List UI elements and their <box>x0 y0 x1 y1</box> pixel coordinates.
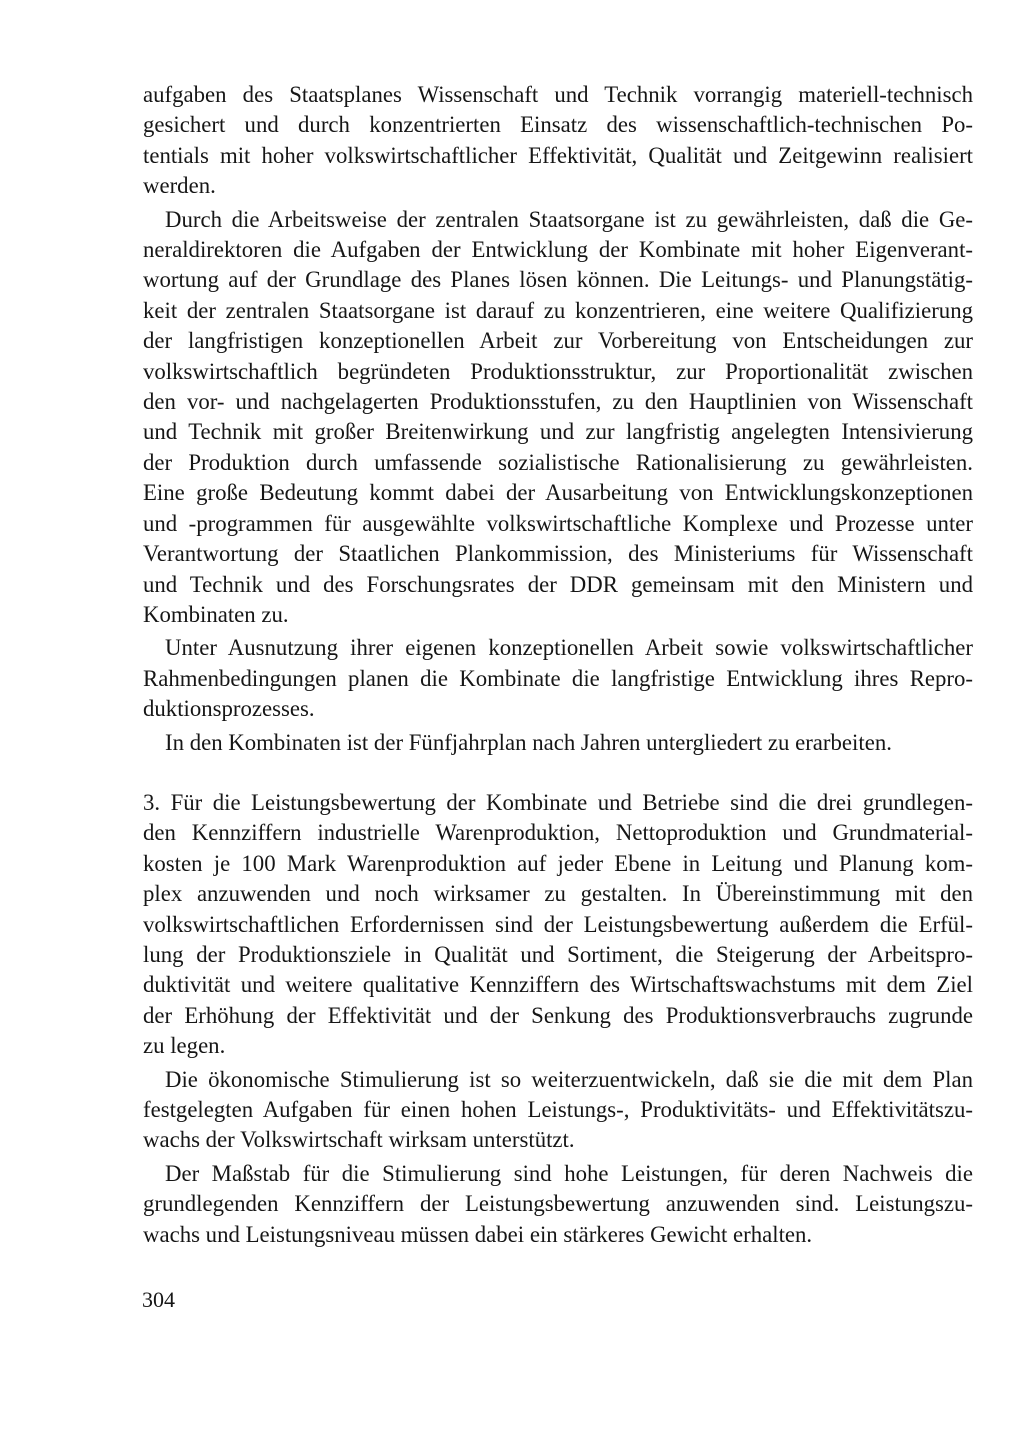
text-line: und Technik und des Forschungsrates der DDR gemeinsam mit den Ministern und <box>143 571 973 597</box>
paragraph <box>143 205 973 631</box>
text-line: gesichert und durch konzentrierten Einsatz des wissenschaftlich-technischen Po- <box>143 112 973 138</box>
text-line: den Kennziffern industrielle Warenproduktion, Nettoproduktion und Grundmaterial- <box>143 820 973 846</box>
text-line: lung der Produktionsziele in Qualität und Sortiment, die Steigerung der Arbeitspro- <box>143 941 973 967</box>
text-line: duktionsprozesses. <box>143 696 315 722</box>
text-line: 3. Für die Leistungsbewertung der Kombinate und Betriebe sind die drei grundlegen- <box>143 789 973 815</box>
text-line: plex anzuwenden und noch wirksamer zu gestalten. In Übereinstimmung mit den <box>143 881 973 907</box>
text-line: und -programmen für ausgewählte volkswirtschaftliche Komplexe und Prozesse unter <box>143 510 973 536</box>
paragraph <box>143 633 973 724</box>
text-line: Rahmenbedingungen planen die Kombinate die langfristige Entwicklung ihres Repro- <box>143 665 973 691</box>
numbered-section <box>143 788 973 1062</box>
text-line: Kombinaten zu. <box>143 601 289 627</box>
text-line: Eine große Bedeutung kommt dabei der Ausarbeitung von Entwicklungskonzeptionen <box>143 480 973 506</box>
text-line: Die ökonomische Stimulierung ist so weiterzuentwickeln, daß sie die mit dem Plan <box>165 1066 973 1092</box>
text-line: grundlegenden Kennziffern der Leistungsbewertung anzuwenden sind. Leistungszu- <box>143 1191 973 1217</box>
text-line: wortung auf der Grundlage des Planes lösen können. Die Leitungs- und Planungstätig- <box>143 267 973 293</box>
text-line: kosten je 100 Mark Warenproduktion auf jeder Ebene in Leitung und Planung kom- <box>143 850 973 876</box>
text-line: den vor- und nachgelagerten Produktionsstufen, zu den Hauptlinien von Wissenschaft <box>143 389 973 415</box>
text-line: wachs und Leistungsniveau müssen dabei ein stärkeres Gewicht erhalten. <box>143 1221 813 1247</box>
text-line: tentials mit hoher volkswirtschaftlicher Effektivität, Qualität und Zeitgewinn realisiert <box>143 142 973 168</box>
text-line: und Technik mit großer Breitenwirkung und zur langfristig angelegten Intensivierung <box>143 419 973 445</box>
text-line: zu legen. <box>143 1033 226 1059</box>
text-line: aufgaben des Staatsplanes Wissenschaft und Technik vorrangig materiell-technisch <box>143 82 973 107</box>
text-line: werden. <box>143 173 216 199</box>
paragraph <box>143 1065 973 1156</box>
text-line: Unter Ausnutzung ihrer eigenen konzeptionellen Arbeit sowie volkswirtschaftlicher <box>165 635 973 661</box>
text-line: Verantwortung der Staatlichen Plankommission, des Ministeriums für Wissenschaft <box>143 541 973 567</box>
page-number: 304 <box>142 1287 175 1312</box>
text-line: wachs der Volkswirtschaft wirksam unterstützt. <box>143 1127 575 1153</box>
text-line: der langfristigen konzeptionellen Arbeit zur Vorbereitung von Entscheidungen zur <box>143 328 973 354</box>
text-line: volkswirtschaftlich begründeten Produktionsstruktur, zur Proportionalität zwischen <box>143 358 973 384</box>
text-line: neraldirektoren die Aufgaben der Entwicklung der Kombinate mit hoher Eigenverant- <box>143 237 973 263</box>
text-line: Der Maßstab für die Stimulierung sind hohe Leistungen, für deren Nachweis die <box>165 1160 973 1186</box>
text-line: volkswirtschaftlichen Erfordernissen sind der Leistungsbewertung außerdem die Erfül- <box>143 911 973 937</box>
paragraph <box>143 728 973 758</box>
text-line: der Produktion durch umfassende sozialistische Rationalisierung zu gewährleisten. <box>143 449 973 475</box>
text-line: In den Kombinaten ist der Fünfjahrplan nach Jahren untergliedert zu erarbeiten. <box>165 729 892 755</box>
text-line: duktivität und weitere qualitative Kennziffern des Wirtschaftswachstums mit dem Ziel <box>143 972 973 998</box>
text-line: festgelegten Aufgaben für einen hohen Leistungs-, Produktivitäts- und Effektivitätszu- <box>143 1097 973 1122</box>
paragraph <box>143 80 973 202</box>
document-page <box>143 80 973 1250</box>
text-line: der Erhöhung der Effektivität und der Senkung des Produktionsverbrauchs zugrunde <box>143 1002 973 1028</box>
text-line: keit der zentralen Staatsorgane ist darauf zu konzentrieren, eine weitere Qualifizierung <box>143 297 973 323</box>
paragraph <box>143 1159 973 1250</box>
text-line: Durch die Arbeitsweise der zentralen Staatsorgane ist zu gewährleisten, daß die Ge- <box>165 206 973 232</box>
